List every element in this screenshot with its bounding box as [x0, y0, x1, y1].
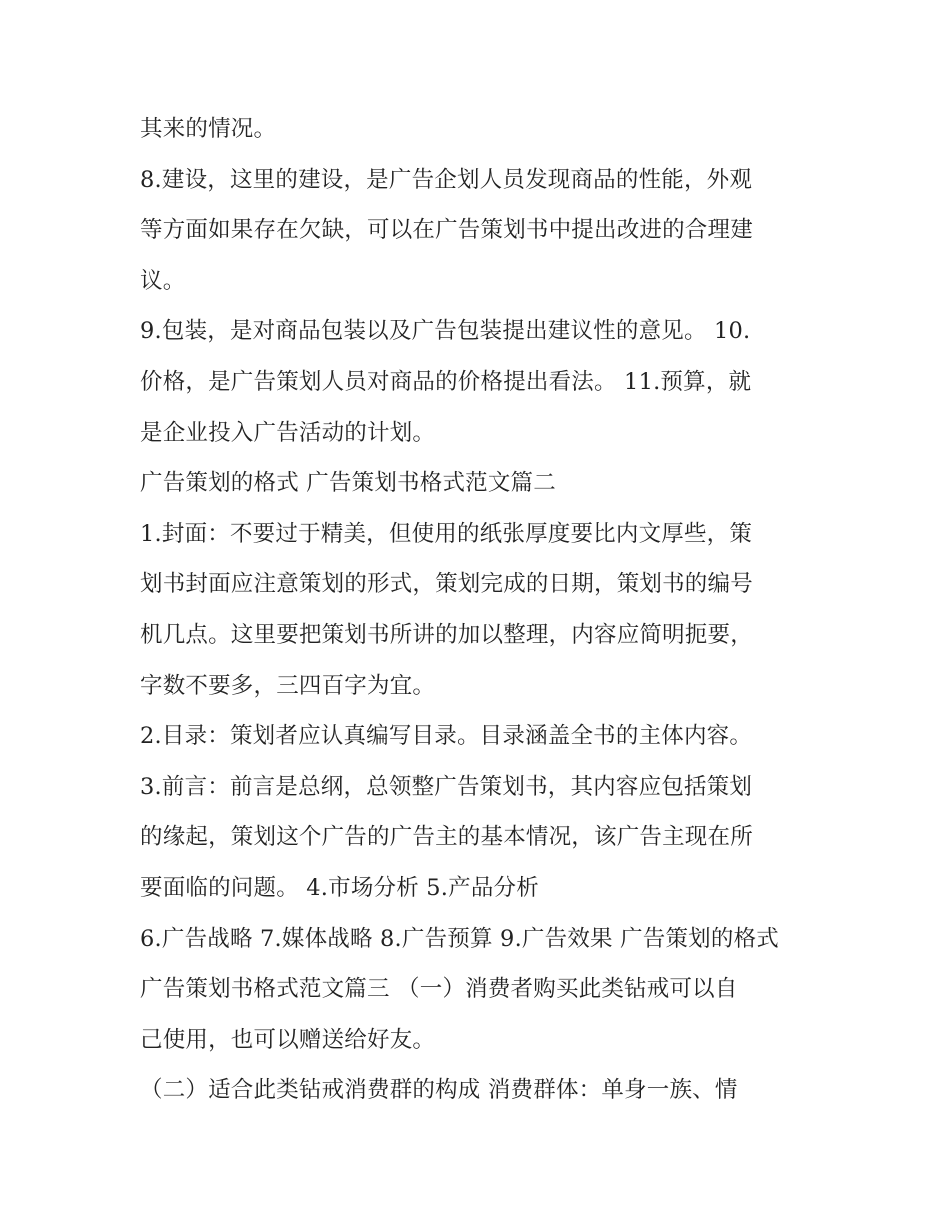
text-line: 其来的情况。	[140, 116, 277, 142]
text-line: 6.广告战略 7.媒体战略 8.广告预算 9.广告效果 广告策划的格式	[140, 925, 779, 952]
text-line: 己使用，也可以赠送给好友。	[140, 1026, 436, 1053]
text-line: 字数不要多，三四百字为宜。	[140, 672, 436, 699]
text-line: 2.目录：策划者应认真编写目录。目录涵盖全书的主体内容。	[140, 723, 753, 750]
text-line: （二）适合此类钻戒消费群的构成 消费群体：单身一族、情	[140, 1077, 738, 1104]
text-line: 9.包装，是对商品包装以及广告包装提出建议性的意见。 10.	[140, 318, 751, 345]
text-line: 广告策划书格式范文篇三 （一）消费者购买此类钻戒可以自	[140, 976, 738, 1003]
text-line: 机几点。这里要把策划书所讲的加以整理，内容应简明扼要，	[140, 621, 753, 648]
text-line: 等方面如果存在欠缺，可以在广告策划书中提出改进的合理建	[140, 217, 753, 244]
document-body	[140, 104, 820, 1116]
text-line: 8.建设，这里的建设，是广告企划人员发现商品的性能，外观	[140, 166, 753, 193]
text-line: 价格，是广告策划人员对商品的价格提出看法。 11.预算，就	[140, 368, 752, 395]
text-line: 的缘起，策划这个广告的广告主的基本情况，该广告主现在所	[140, 824, 753, 851]
text-line: 划书封面应注意策划的形式，策划完成的日期，策划书的编号	[140, 571, 753, 598]
text-line: 是企业投入广告活动的计划。	[140, 419, 436, 446]
section-heading: 广告策划的格式 广告策划书格式范文篇二	[140, 470, 556, 497]
text-line: 议。	[140, 267, 186, 294]
text-line: 1.封面：不要过于精美，但使用的纸张厚度要比内文厚些，策	[140, 520, 753, 547]
text-line: 3.前言：前言是总纲，总领整广告策划书，其内容应包括策划	[140, 773, 753, 800]
text-line: 要面临的问题。 4.市场分析 5.产品分析	[140, 874, 539, 901]
